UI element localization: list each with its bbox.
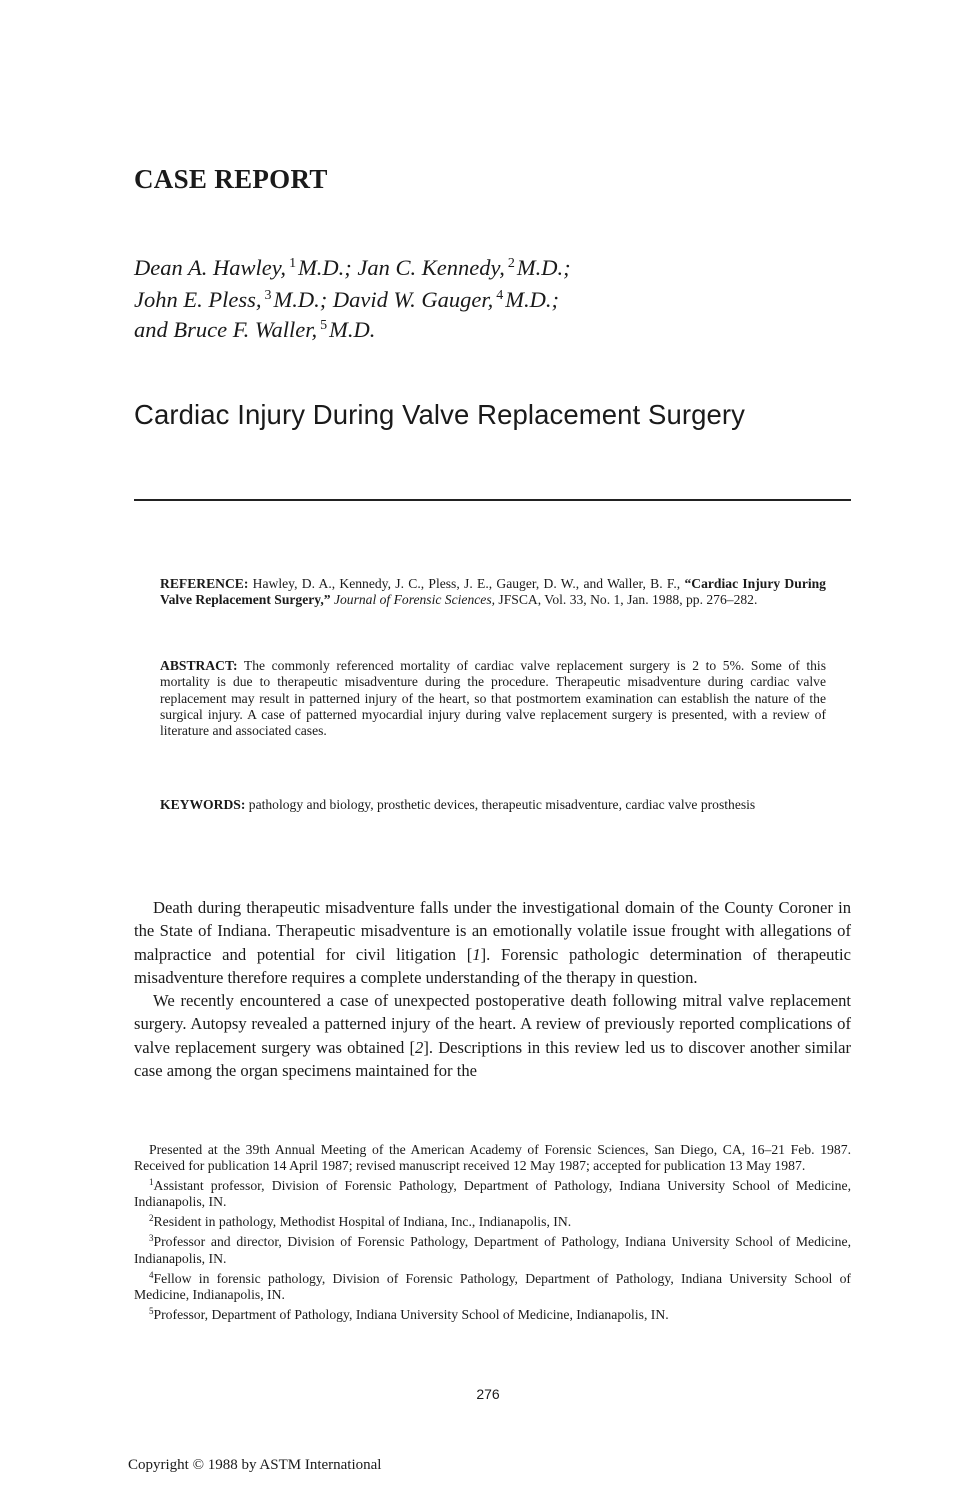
author-line-1 xyxy=(134,257,571,280)
footnote xyxy=(134,1174,851,1210)
keywords-text: pathology and biology, prosthetic devices, therapeutic misadventure, cardiac valve prosthesis xyxy=(248,797,756,812)
keywords-block xyxy=(160,797,826,813)
citation-ref: 2 xyxy=(415,1037,424,1057)
author-line-2 xyxy=(134,289,559,312)
footnotes xyxy=(134,1142,851,1323)
footnote xyxy=(134,1303,851,1323)
reference-authors: Hawley, D. A., Kennedy, J. C., Pless, J. E., Gauger, D. W., and Waller, B. F., xyxy=(252,576,681,591)
author-name: and Bruce F. Waller, xyxy=(134,317,318,342)
body-text-run: We recently encountered a case of unexpected postoperative death following mitral valve replacement surgery. Autopsy revealed a patterned injury of the heart. A review of previously reported complications of valve replacement surgery was obtained [ xyxy=(134,991,851,1057)
body-text-run: ]. Forensic pathologic determination of therapeutic misadventure therefore requires a complete understanding of the therapy in question. xyxy=(134,944,852,987)
footnote-text: Assistant professor, Division of Forensic Pathology, Department of Pathology, Indiana University School of Medicine, Indianapolis, IN. xyxy=(134,1178,851,1210)
article-title: Cardiac Injury During Valve Replacement Surgery xyxy=(134,399,745,430)
keywords-label: KEYWORDS: xyxy=(160,797,246,812)
copyright-notice: Copyright © 1988 by ASTM International xyxy=(128,1457,382,1473)
author-line-3 xyxy=(134,319,375,342)
author-name: Dean A. Hawley, xyxy=(134,255,287,280)
abstract-block xyxy=(160,658,826,739)
reference-citation: JFSCA, Vol. 33, No. 1, Jan. 1988, pp. 276–282. xyxy=(498,592,758,608)
author-name: David W. Gauger, xyxy=(332,287,494,312)
footnote xyxy=(134,1267,851,1303)
author-affiliation-mark: 1 xyxy=(289,256,297,271)
reference-article-title: “Cardiac Injury During Valve Replacement Surgery,” xyxy=(160,576,826,608)
footnote-text: Professor, Department of Pathology, Indiana University School of Medicine, Indianapolis, IN. xyxy=(153,1306,669,1322)
author-name: Jan C. Kennedy, xyxy=(357,255,505,280)
footnote-mark: 3 xyxy=(149,1233,154,1244)
footnote xyxy=(134,1230,851,1266)
body-paragraph xyxy=(134,989,851,1082)
citation-ref: 1 xyxy=(472,944,481,964)
page-number: 276 xyxy=(476,1386,500,1402)
abstract-label: ABSTRACT: xyxy=(160,658,238,673)
title-divider xyxy=(134,499,851,501)
footnote xyxy=(134,1210,851,1230)
author-affiliation-mark: 2 xyxy=(507,256,515,271)
reference-block xyxy=(160,576,826,609)
footnote-text: Resident in pathology, Methodist Hospital of Indiana, Inc., Indianapolis, IN. xyxy=(153,1214,572,1230)
footnote-text: Professor and director, Division of Forensic Pathology, Department of Pathology, Indiana University School of Medicine, Indianapolis, IN. xyxy=(134,1234,851,1266)
author-degree: M.D.; xyxy=(273,287,328,312)
section-label: CASE REPORT xyxy=(134,164,328,194)
author-degree: M.D.; xyxy=(298,255,352,280)
abstract-text: The commonly referenced mortality of cardiac valve replacement surgery is 2 to 5%. Some of this mortality is due to therapeutic misadventure during the procedure. Therapeutic misadventure during cardiac valve replacement may result in patterned injury of the heart, so that postmortem examination can establish the nature of the surgical injury. A case of patterned myocardial injury during valve replacement surgery is presented, with a review of literature and associated cases. xyxy=(160,658,826,739)
author-degree: M.D. xyxy=(329,317,376,342)
author-affiliation-mark: 4 xyxy=(496,288,504,303)
author-name: John E. Pless, xyxy=(134,287,262,312)
author-affiliation-mark: 5 xyxy=(320,318,328,333)
author-degree: M.D.; xyxy=(505,287,559,312)
footnote-mark: 5 xyxy=(149,1305,154,1316)
body-text-run: ]. Descriptions in this review led us to discover another similar case among the organ specimens maintained for the xyxy=(134,1037,852,1081)
footnote-text: Fellow in forensic pathology, Division of Forensic Pathology, Department of Pathology, Indiana University School of Medicine, Indianapolis, IN. xyxy=(134,1270,851,1302)
footnote-mark: 2 xyxy=(149,1213,154,1224)
body-text xyxy=(134,896,851,1082)
body-text-run: Death during therapeutic misadventure falls under the investigational domain of the County Coroner in the State of Indiana. Therapeutic misadventure is an emotionally volatile issue frought with allegations of malpractice and potential for civil litigation [ xyxy=(134,898,851,964)
footnote-mark: 1 xyxy=(149,1177,154,1188)
reference-label: REFERENCE: xyxy=(160,576,249,591)
footnote-mark: 4 xyxy=(149,1269,154,1280)
author-affiliation-mark: 3 xyxy=(264,288,272,303)
reference-journal: Journal of Forensic Sciences, xyxy=(333,592,496,608)
body-paragraph xyxy=(134,896,851,989)
author-degree: M.D.; xyxy=(516,255,571,280)
footnote-presented: Presented at the 39th Annual Meeting of the American Academy of Forensic Sciences, San Diego, CA, 16–21 Feb. 1987. Received for publication 14 April 1987; revised manuscript received 12 May 1987; accepted for publication 13 May 1987. xyxy=(134,1142,851,1174)
